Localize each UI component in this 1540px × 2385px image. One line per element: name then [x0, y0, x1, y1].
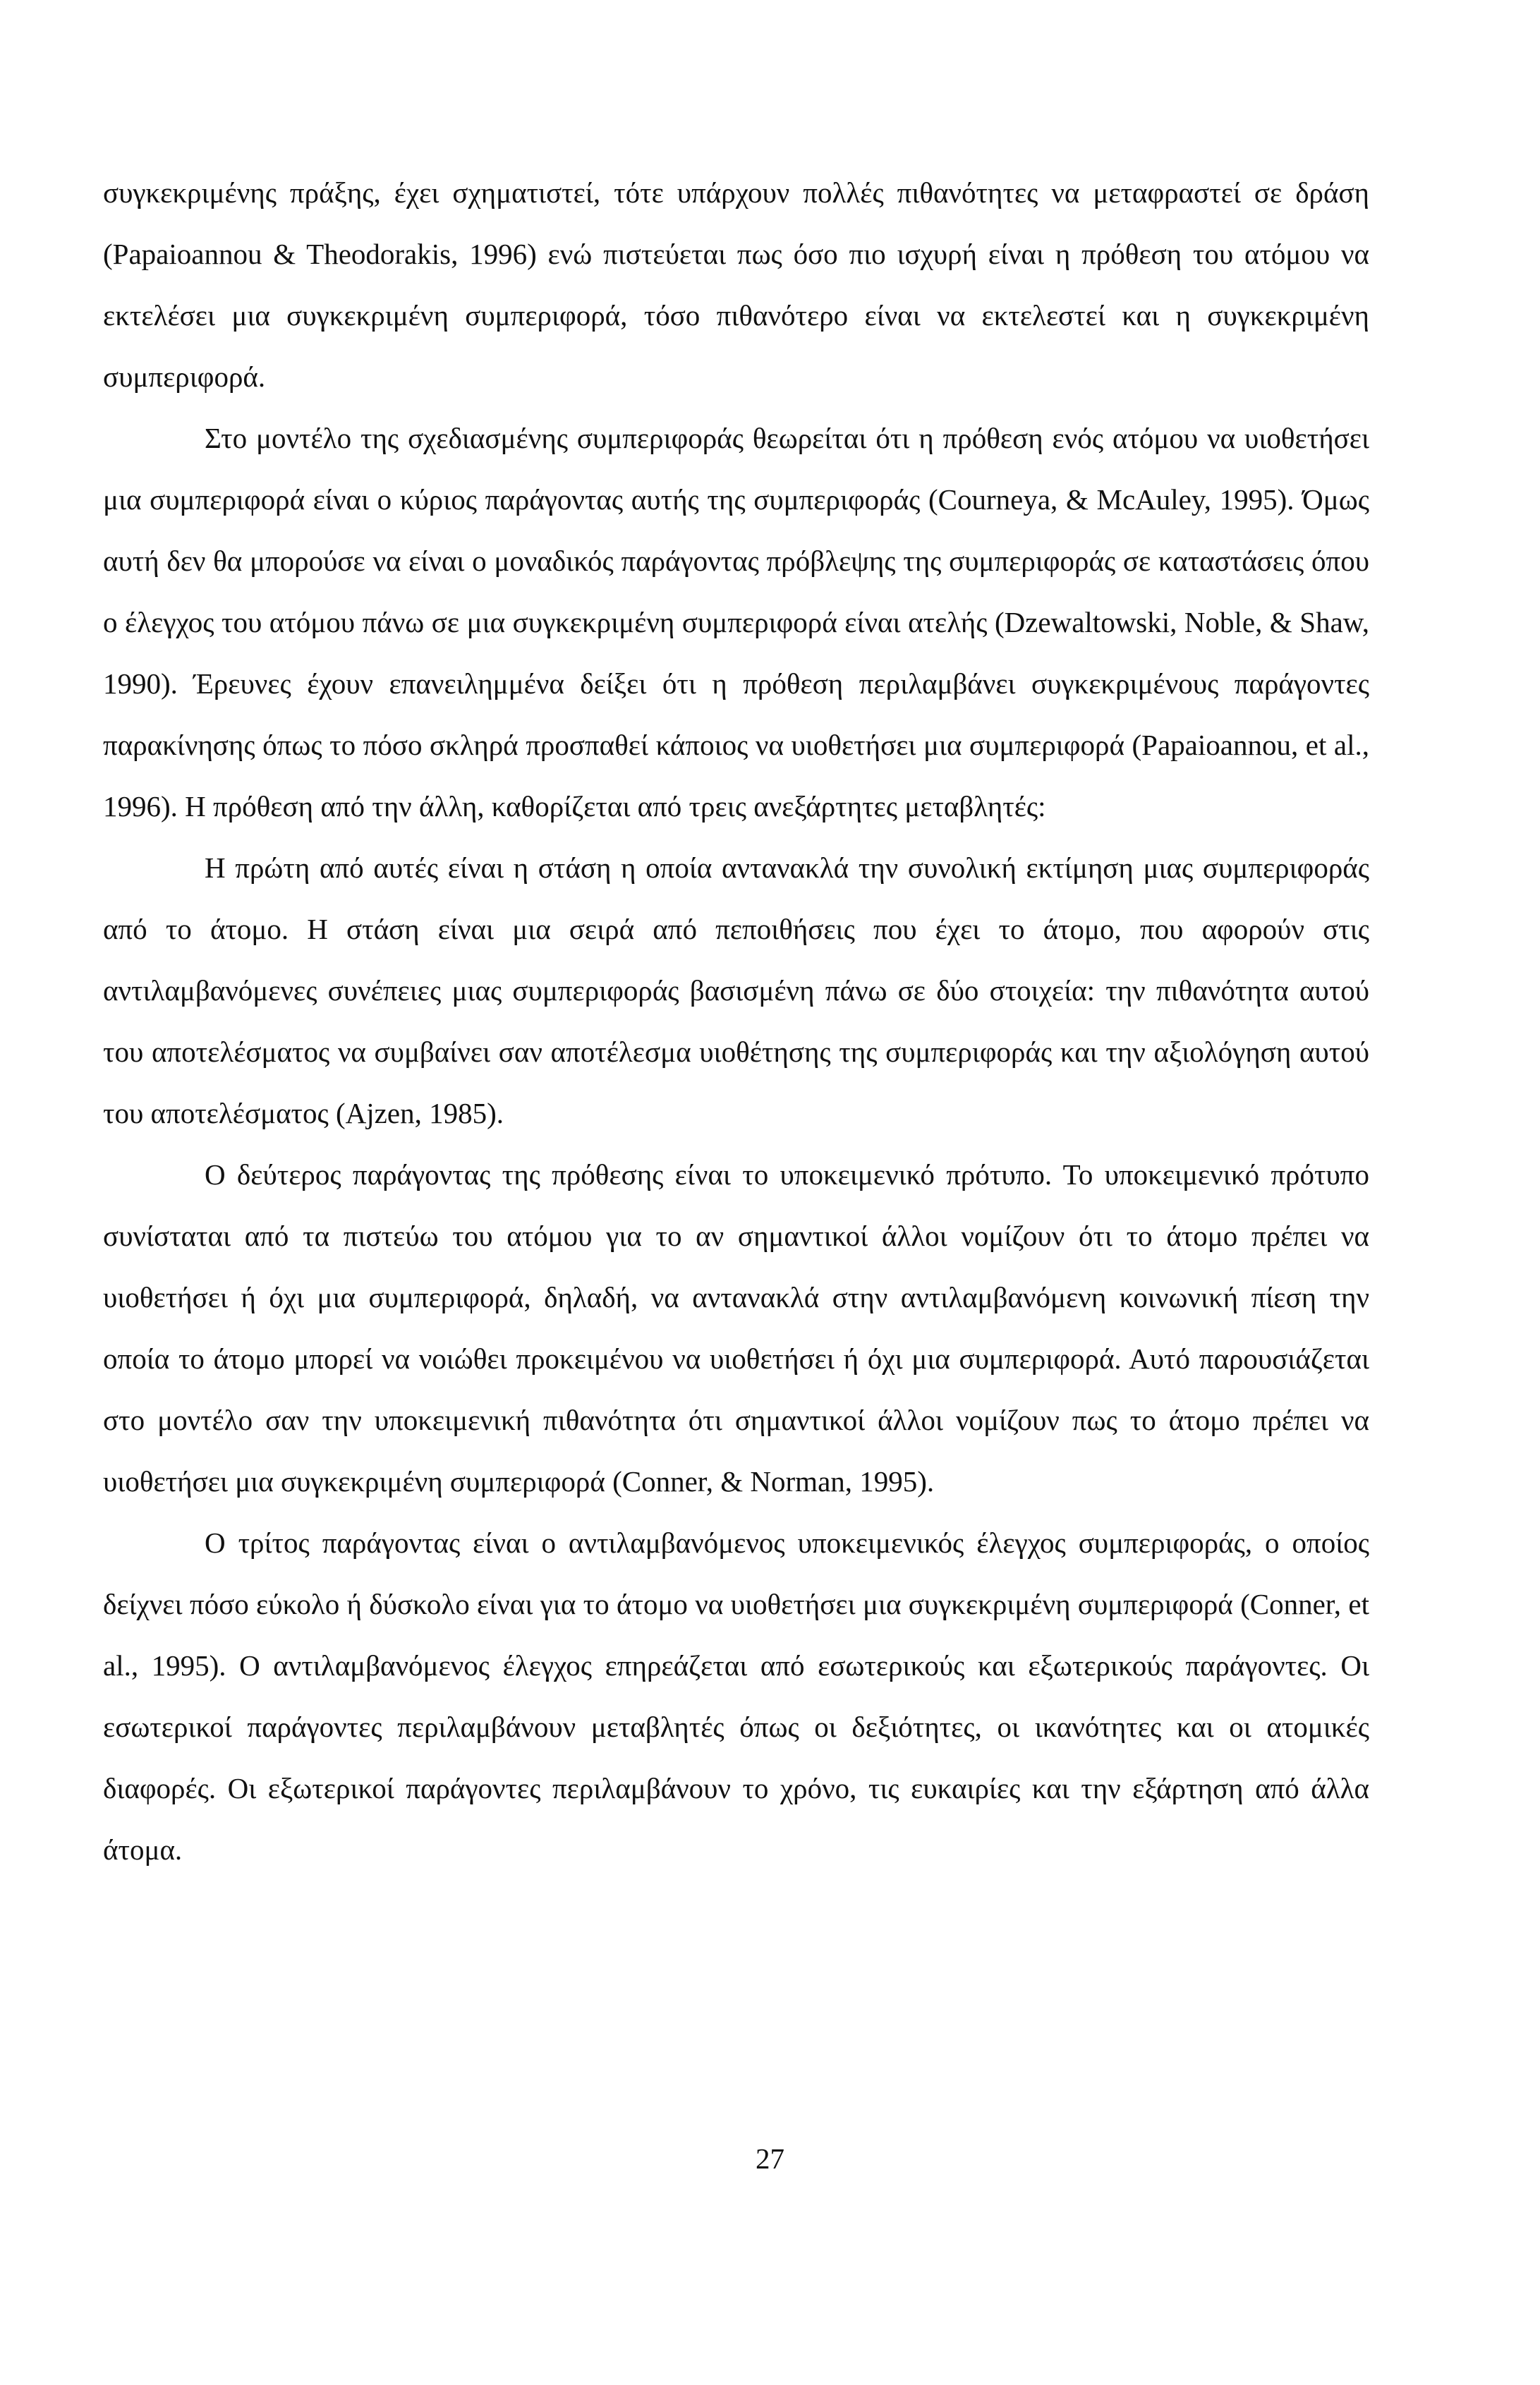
paragraph-perceived-control: Ο τρίτος παράγοντας είναι ο αντιλαμβανόμενος υποκειμενικός έλεγχος συμπεριφοράς, ο οποίος δείχνει πόσο εύκολο ή δύσκολο είναι για το άτομο να υιοθετήσει μια συγκεκριμένη συμπεριφορά (Conner, et al., 1995). Ο αντιλαμβανόμενος έλεγχος επηρεάζεται από εσωτερικούς και εξωτερικούς παράγοντες. Οι εσωτερικοί παράγοντες περιλαμβάνουν μεταβλητές όπως οι δεξιότητες, οι ικανότητες και οι ατομικές διαφορές. Οι εξωτερικοί παράγοντες περιλαμβάνουν το χρόνο, τις ευκαιρίες και την εξάρτηση από άλλα άτομα.	[103, 1527, 1369, 1866]
paragraph-continuation: συγκεκριμένης πράξης, έχει σχηματιστεί, τότε υπάρχουν πολλές πιθανότητες να μεταφραστεί σε δράση (Papaioannou & Theodorakis, 1996) ενώ πιστεύεται πως όσο πιο ισχυρή είναι η πρόθεση του ατόμου να εκτελέσει μια συγκεκριμένη συμπεριφορά, τόσο πιθανότερο είναι να εκτελεστεί και η συγκεκριμένη συμπεριφορά.	[103, 176, 1369, 393]
paragraph-planned-behavior-model: Στο μοντέλο της σχεδιασμένης συμπεριφοράς θεωρείται ότι η πρόθεση ενός ατόμου να υιοθετήσει μια συμπεριφορά είναι ο κύριος παράγοντας αυτής της συμπεριφοράς (Courneya, & McAuley, 1995). Όμως αυτή δεν θα μπορούσε να είναι ο μοναδικός παράγοντας πρόβλεψης της συμπεριφοράς σε καταστάσεις όπου ο έλεγχος του ατόμου πάνω σε μια συγκεκριμένη συμπεριφορά είναι ατελής (Dzewaltowski, Noble, & Shaw, 1990). Έρευνες έχουν επανειλημμένα δείξει ότι η πρόθεση περιλαμβάνει συγκεκριμένους παράγοντες παρακίνησης όπως το πόσο σκληρά προσπαθεί κάποιος να υιοθετήσει μια συμπεριφορά (Papaioannou, et al., 1996). Η πρόθεση από την άλλη, καθορίζεται από τρεις ανεξάρτητες μεταβλητές:	[103, 422, 1369, 823]
paragraph-subjective-norm: Ο δεύτερος παράγοντας της πρόθεσης είναι το υποκειμενικό πρότυπο. Το υποκειμενικό πρότυπο συνίσταται από τα πιστεύω του ατόμου για το αν σημαντικοί άλλοι νομίζουν ότι το άτομο πρέπει να υιοθετήσει ή όχι μια συμπεριφορά, δηλαδή, να αντανακλά στην αντιλαμβανόμενη κοινωνική πίεση την οποία το άτομο μπορεί να νοιώθει προκειμένου να υιοθετήσει ή όχι μια συμπεριφορά. Αυτό παρουσιάζεται στο μοντέλο σαν την υποκειμενική πιθανότητα ότι σημαντικοί άλλοι νομίζουν πως το άτομο πρέπει να υιοθετήσει μια συγκεκριμένη συμπεριφορά (Conner, & Norman, 1995).	[103, 1158, 1369, 1498]
page-number: 27	[756, 2142, 784, 2175]
document-body	[103, 162, 1369, 1881]
paragraph-attitude: Η πρώτη από αυτές είναι η στάση η οποία αντανακλά την συνολική εκτίμηση μιας συμπεριφοράς από το άτομο. Η στάση είναι μια σειρά από πεποιθήσεις που έχει το άτομο, που αφορούν στις αντιλαμβανόμενες συνέπειες μιας συμπεριφοράς βασισμένη πάνω σε δύο στοιχεία: την πιθανότητα αυτού του αποτελέσματος να συμβαίνει σαν αποτέλεσμα υιοθέτησης της συμπεριφοράς και την αξιολόγηση αυτού του αποτελέσματος (Ajzen, 1985).	[103, 851, 1369, 1129]
